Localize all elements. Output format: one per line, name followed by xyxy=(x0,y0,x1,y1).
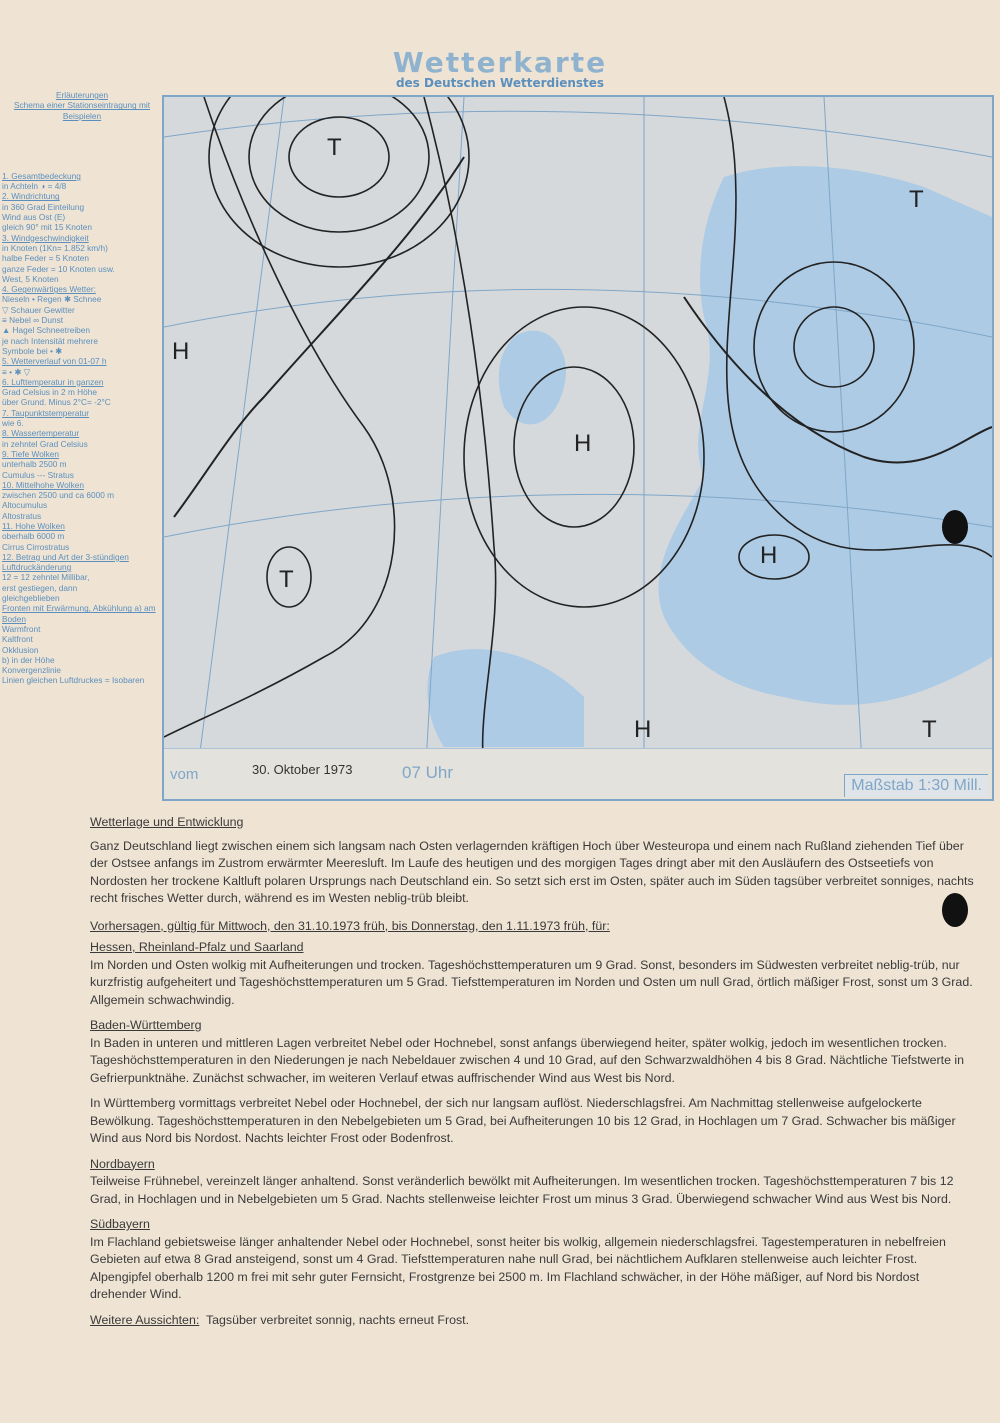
legend-item-line: West, 5 Knoten xyxy=(2,273,59,284)
legend-item-line: Warmfront xyxy=(2,623,41,634)
legend-item-line: halbe Feder = 5 Knoten xyxy=(2,253,89,264)
legend-item-line: Altocumulus xyxy=(2,500,48,511)
forecast-text xyxy=(90,814,975,1329)
legend-item-line: Konvergenzlinie xyxy=(2,665,62,676)
legend-item-line: ▲ Hagel Schneetreiben xyxy=(2,325,91,336)
legend-item-line: Wind aus Ost (E) xyxy=(2,212,66,223)
legend-item-line: Kaltfront xyxy=(2,634,33,645)
legend-item-line: Grad Celsius in 2 m Höhe xyxy=(2,387,97,398)
region-body-nordbayern: Teilweise Frühnebel, vereinzelt länger anhaltend. Sonst veränderlich bewölkt mit Aufheiterungen. Im wesentlichen trocken. Tageshöchsttemperaturen 7 bis 12 Grad, in Hochlagen und in Nebelgebieten um 5 Grad. Nachts stellenweise leichter Frost um minus 3 Grad. Überwiegend schwacher Wind aus West bis Nord. xyxy=(90,1174,954,1206)
section-heading-situation: Wetterlage und Entwicklung xyxy=(90,815,244,829)
legend-item-line: wie 6. xyxy=(2,418,24,429)
legend-item-line: in Achteln ◑ = 4/8 xyxy=(2,181,67,192)
legend-panel xyxy=(2,90,162,686)
pressure-label: T xyxy=(909,186,924,213)
pressure-label: T xyxy=(922,716,937,743)
legend-item-heading: 7. Taupunktstemperatur xyxy=(2,407,90,418)
legend-item-line: Symbole bei • ✱ xyxy=(2,345,63,356)
section-heading-forecast: Vorhersagen, gültig für Mittwoch, den 31.10.1973 früh, bis Donnerstag, den 1.11.1973 früh, für: xyxy=(90,918,610,933)
legend-item-heading: 2. Windrichtung xyxy=(2,191,60,202)
legend-item-line: Okklusion xyxy=(2,644,39,655)
legend-item-line: erst gestiegen, dann xyxy=(2,582,78,593)
map-time: 07 Uhr xyxy=(402,763,454,782)
region-heading-hessen: Hessen, Rheinland-Pfalz und Saarland xyxy=(90,940,304,954)
region-heading-suedbayern: Südbayern xyxy=(90,1217,150,1231)
legend-item-line: in 360 Grad Einteilung xyxy=(2,201,85,212)
legend-item-line: zwischen 2500 und ca 6000 m xyxy=(2,490,115,501)
pressure-label: T xyxy=(327,134,342,161)
region-body-baden: In Baden in unteren und mittleren Lagen verbreitet Nebel oder Hochnebel, sonst anfangs überwiegend heiter, später wolkig, jedoch im wesentlichen trocken. Tageshöchsttemperaturen in den Niederungen je nach Nebeldauer zwischen 4 und 10 Grad, auf den Schwarzwaldhöhen 4 bis 8 Grad. Nächtliche Tiefstwerte in Gefrierpunktnähe. Zunächst schwacher, im weiteren Verlauf etwas auffrischender Wind aus West bis Nord. xyxy=(90,1035,965,1085)
region-heading-bw: Baden-Württemberg xyxy=(90,1018,202,1032)
legend-items xyxy=(2,171,162,686)
legend-item-line: b) in der Höhe xyxy=(2,654,55,665)
weather-map xyxy=(162,95,994,801)
legend-item-heading: 10. Mittelhohe Wolken xyxy=(2,479,84,490)
legend-item-line: unterhalb 2500 m xyxy=(2,459,67,470)
masthead-subtitle: des Deutschen Wetterdienstes xyxy=(395,76,605,90)
outlook-body: Tagsüber verbreitet sonnig, nachts erneut Frost. xyxy=(205,1312,470,1327)
punch-hole xyxy=(942,510,968,544)
pressure-label: T xyxy=(279,566,294,593)
legend-schema: Schema einer Stationseintragung mit Beispielen xyxy=(13,100,151,121)
legend-item-heading: 9. Tiefe Wolken xyxy=(2,448,60,459)
legend-item-heading: 8. Wassertemperatur xyxy=(2,428,80,439)
legend-item-line: ▽ Schauer Gewitter xyxy=(2,304,75,315)
legend-item-line: in zehntel Grad Celsius xyxy=(2,438,88,449)
legend-item-line: Cumulus --- Stratus xyxy=(2,469,74,480)
legend-item-heading: 1. Gesamtbedeckung xyxy=(2,170,81,181)
legend-item-line: in Knoten (1Kn= 1.852 km/h) xyxy=(2,242,108,253)
legend-item-heading: 12. Betrag und Art der 3-stündigen Luftdruckänderung xyxy=(2,551,129,573)
legend-item-line: je nach Intensität mehrere xyxy=(2,335,98,346)
map-vom: vom xyxy=(170,766,199,783)
legend-item-heading: 11. Hohe Wolken xyxy=(2,520,65,531)
pressure-label: H xyxy=(760,542,778,569)
legend-item-line: 12 = 12 zehntel Millibar, xyxy=(2,572,90,583)
legend-item-line: Linien gleichen Luftdruckes = Isobaren xyxy=(2,675,145,686)
legend-item-line: ≡ • ✱ ▽ xyxy=(2,366,30,377)
legend-item-line: Altostratus xyxy=(2,510,42,521)
legend-item-heading: 5. Wetterverlauf von 01-07 h xyxy=(2,356,107,367)
situation-body: Ganz Deutschland liegt zwischen einem sich langsam nach Osten verlagernden kräftigen Hoch über Westeuropa und einem nach Rußland ziehenden Tief über der Ostsee anfangs im Zustrom erwärmter Meeresluft. Im Laufe des heutigen und des morgigen Tages dringt aber mit den Ausläufern des Ostseetiefs von Nordosten her trockene Kaltluft polaren Ursprungs nach Deutschland ein. So setzt sich erst im Osten, später auch im Süden tagsüber verbreitet sonniges, nachts recht frisches Wetter durch, während es im Westen neblig-trüb bleibt. xyxy=(90,838,974,905)
region-body-hessen: Im Norden und Osten wolkig mit Aufheiterungen und trocken. Tageshöchsttemperaturen um 9 Grad. Sonst, besonders im Südwesten verbreitet neblig-trüb, nur kurzfristig aufgeheitert und Tageshöchsttemperaturen um 5 Grad. Tiefsttemperaturen im Norden und Osten um null Grad, örtlich mäßiger Frost, sonst um 3 Grad. Allgemein schwachwindig. xyxy=(90,957,973,1007)
legend-item-heading: 6. Lufttemperatur in ganzen xyxy=(2,376,104,387)
pressure-label: H xyxy=(172,338,190,365)
legend-item-line: gleichgeblieben xyxy=(2,593,60,604)
legend-item-line: Cirrus Cirrostratus xyxy=(2,541,70,552)
masthead-title: Wetterkarte xyxy=(392,46,608,79)
legend-item-line: über Grund. Minus 2°C= -2°C xyxy=(2,397,111,408)
region-heading-nordbayern: Nordbayern xyxy=(90,1156,155,1171)
pressure-label: H xyxy=(634,716,652,743)
legend-item-line: ≡ Nebel ∞ Dunst xyxy=(2,315,64,326)
legend-item-line: oberhalb 6000 m xyxy=(2,531,65,542)
map-drawing xyxy=(164,97,992,799)
legend-item-line: gleich 90° mit 15 Knoten xyxy=(2,222,93,233)
legend-item-heading: Fronten mit Erwärmung, Abkühlung a) am Boden xyxy=(2,603,156,624)
legend-item-line: ganze Feder = 10 Knoten usw. xyxy=(2,263,115,274)
map-scale: Maßstab 1:30 Mill. xyxy=(844,774,988,797)
region-body-wuerttemberg: In Württemberg vormittags verbreitet Nebel oder Hochnebel, der sich nur langsam auflöst. Niederschlagsfrei. Am Nachmittag stellenweise aufgelockerte Bewölkung. Tageshöchsttemperaturen in den Nebelgebieten um 5 Grad, bei Aufheiterungen 10 bis 12 Grad, in Hochlagen um 7 Grad. Schwacher bis mäßiger Wind aus Nord bis Nordost. Nachts leichter Frost oder Bodenfrost. xyxy=(90,1096,956,1145)
land-masses xyxy=(427,166,992,747)
legend-item-heading: 4. Gegenwärtiges Wetter: xyxy=(2,284,96,295)
map-date: 30. Oktober 1973 xyxy=(252,762,353,777)
legend-item-line: Nieseln • Regen ✱ Schnee xyxy=(2,294,102,305)
masthead xyxy=(0,46,1000,90)
region-body-suedbayern: Im Flachland gebietsweise länger anhaltender Nebel oder Hochnebel, sonst heiter bis wolkig, allgemein niederschlagsfrei. Tagestemperaturen in nebelfreien Gebieten auf etwa 8 Grad ansteigend, sonst um 4 Grad. Tiefsttemperaturen nahe null Grad, bei nächtlichem Aufklaren stellenweise auch leichter Frost. Alpengipfel oberhalb 1200 m frei mit sehr guter Fernsicht, Frostgrenze bei 2500 m. Im Flachland schwächer, in der Höhe mäßiger, auf Nord bis Nordost drehender Wind. xyxy=(90,1234,946,1301)
legend-item-heading: 3. Windgeschwindigkeit xyxy=(2,232,89,243)
legend-title: Erläuterungen xyxy=(55,90,109,100)
outlook-label: Weitere Aussichten: xyxy=(90,1312,200,1327)
pressure-label: H xyxy=(574,430,592,457)
